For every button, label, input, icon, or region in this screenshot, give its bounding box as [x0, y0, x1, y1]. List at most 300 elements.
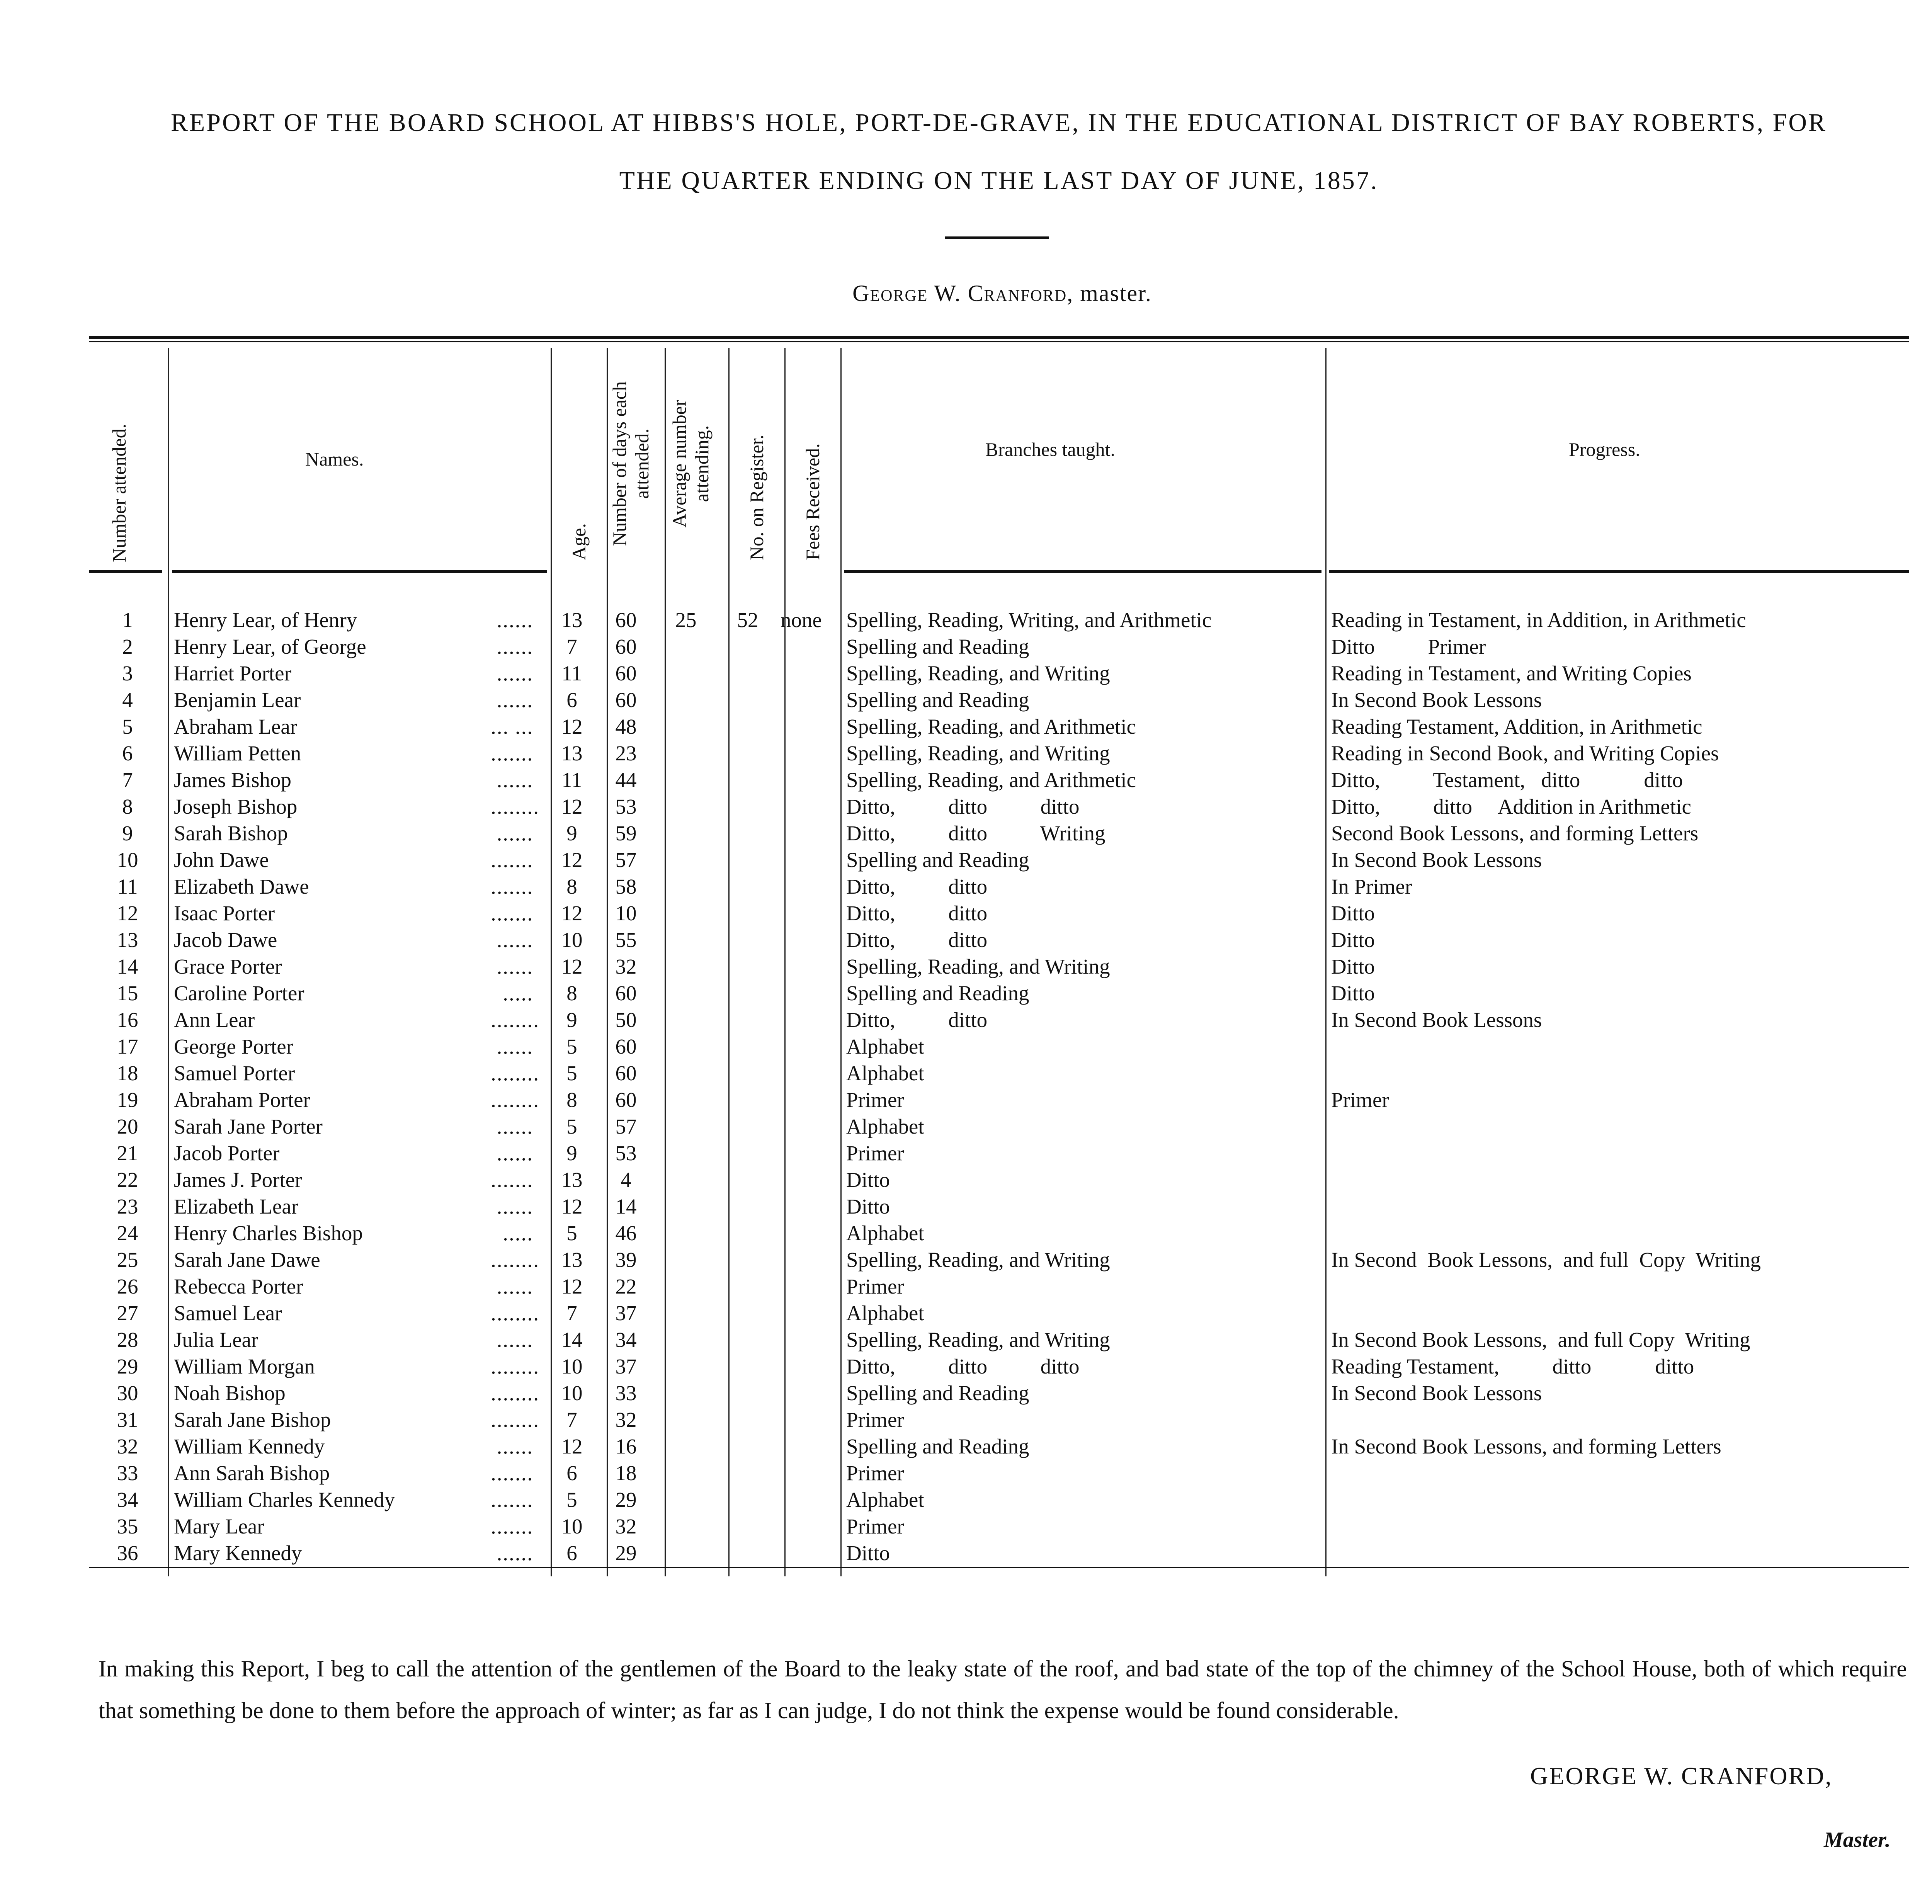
cell-days: 60	[615, 608, 637, 632]
table-row	[89, 1353, 1909, 1380]
cell-days: 60	[615, 981, 637, 1005]
cell-name: Abraham Lear	[174, 715, 298, 738]
cell-dots: ......	[497, 821, 533, 845]
cell-days: 59	[615, 821, 637, 845]
cell-num: 6	[122, 741, 133, 765]
header-rule	[172, 570, 547, 573]
cell-num: 21	[117, 1141, 138, 1165]
cell-num: 11	[117, 875, 138, 898]
cell-branch: Primer	[846, 1408, 904, 1431]
table-row	[89, 660, 1909, 687]
cell-days: 10	[615, 901, 637, 925]
cell-dots: ........	[491, 1381, 539, 1405]
cell-branch: Ditto, ditto ditto	[846, 795, 1080, 818]
cell-branch: Alphabet	[846, 1035, 924, 1058]
cell-age: 5	[566, 1115, 577, 1138]
cell-age: 10	[561, 1355, 583, 1378]
cell-branch: Spelling, Reading, and Writing	[846, 1248, 1110, 1272]
cell-num: 7	[122, 768, 133, 792]
report-title-line2: THE QUARTER ENDING ON THE LAST DAY OF JUNE, 1857.	[619, 167, 1379, 195]
cell-days: 60	[615, 1035, 637, 1058]
cell-progress: Ditto Primer	[1331, 635, 1486, 658]
cell-dots: ......	[497, 661, 533, 685]
cell-branch: Spelling and Reading	[846, 688, 1029, 712]
cell-dots: ......	[497, 1195, 533, 1218]
header-days-attended	[609, 367, 653, 560]
cell-days: 58	[615, 875, 637, 898]
cell-age: 7	[566, 1301, 577, 1325]
cell-dots: ........	[491, 1248, 539, 1272]
table-row	[89, 1006, 1909, 1033]
cell-age: 10	[561, 1381, 583, 1405]
header-rule	[844, 570, 1321, 573]
header-names: Names.	[305, 448, 364, 470]
cell-num: 24	[117, 1221, 138, 1245]
cell-dots: ......	[497, 608, 533, 632]
cell-num: 26	[117, 1275, 138, 1298]
cell-name: Caroline Porter	[174, 981, 304, 1005]
cell-age: 9	[566, 1008, 577, 1032]
cell-num: 20	[117, 1115, 138, 1138]
cell-age: 12	[561, 1435, 583, 1458]
cell-dots: ........	[491, 1088, 539, 1112]
cell-num: 13	[117, 928, 138, 952]
cell-progress: In Second Book Lessons	[1331, 688, 1542, 712]
table-row	[89, 1486, 1909, 1513]
cell-num: 28	[117, 1328, 138, 1352]
cell-age: 9	[566, 1141, 577, 1165]
cell-branch: Spelling, Reading, and Writing	[846, 741, 1110, 765]
cell-dots: .......	[491, 1461, 534, 1485]
cell-dots: ........	[491, 1355, 539, 1378]
cell-age: 11	[561, 661, 582, 685]
table-row	[89, 1513, 1909, 1540]
cell-age: 8	[566, 981, 577, 1005]
cell-days: 33	[615, 1381, 637, 1405]
table-row	[89, 1033, 1909, 1060]
cell-num: 2	[122, 635, 133, 658]
master-line	[0, 280, 1932, 307]
cell-dots: ......	[497, 955, 533, 978]
table-row	[89, 926, 1909, 953]
cell-name: Grace Porter	[174, 955, 282, 978]
cell-num: 31	[117, 1408, 138, 1431]
cell-dots: ......	[497, 1541, 533, 1565]
cell-days: 48	[615, 715, 637, 738]
header-number-attended: Number attended.	[108, 423, 130, 562]
cell-num: 19	[117, 1088, 138, 1112]
cell-num: 18	[117, 1061, 138, 1085]
cell-age: 5	[566, 1221, 577, 1245]
cell-dots: ......	[497, 1115, 533, 1138]
cell-days: 14	[615, 1195, 637, 1218]
cell-age: 12	[561, 848, 583, 872]
cell-days: 60	[615, 635, 637, 658]
table-row	[89, 900, 1909, 926]
cell-dots: ......	[497, 1035, 533, 1058]
cell-age: 5	[566, 1061, 577, 1085]
cell-days: 32	[615, 1408, 637, 1431]
cell-name: Henry Lear, of Henry	[174, 608, 357, 632]
cell-progress: Ditto	[1331, 981, 1375, 1005]
cell-name: William Morgan	[174, 1355, 315, 1378]
cell-dots: ......	[497, 1141, 533, 1165]
cell-dots: .......	[491, 1168, 534, 1192]
cell-days: 57	[615, 1115, 637, 1138]
cell-age: 12	[561, 795, 583, 818]
cell-days: 57	[615, 848, 637, 872]
cell-branch: Alphabet	[846, 1221, 924, 1245]
cell-age: 13	[561, 1168, 583, 1192]
cell-num: 34	[117, 1488, 138, 1511]
cell-progress: Ditto	[1331, 928, 1375, 952]
cell-age: 12	[561, 1275, 583, 1298]
cell-name: Henry Lear, of George	[174, 635, 366, 658]
table-row	[89, 847, 1909, 873]
cell-name: Joseph Bishop	[174, 795, 298, 818]
table-bottom-rule	[89, 1567, 1909, 1568]
cell-age: 13	[561, 741, 583, 765]
table-row	[89, 1166, 1909, 1193]
cell-branch: Ditto, ditto	[846, 1008, 988, 1032]
table-row	[89, 980, 1909, 1006]
cell-age: 6	[566, 1461, 577, 1485]
cell-dots: .....	[503, 981, 533, 1005]
cell-name: Mary Lear	[174, 1515, 264, 1538]
cell-dots: .......	[491, 741, 534, 765]
table-row	[89, 793, 1909, 820]
cell-branch: Alphabet	[846, 1301, 924, 1325]
cell-name: Henry Charles Bishop	[174, 1221, 363, 1245]
cell-name: William Charles Kennedy	[174, 1488, 395, 1511]
cell-age: 10	[561, 928, 583, 952]
cell-name: Jacob Dawe	[174, 928, 277, 952]
cell-num: 10	[117, 848, 138, 872]
cell-age: 13	[561, 1248, 583, 1272]
table-row	[89, 1140, 1909, 1166]
table-row	[89, 1220, 1909, 1246]
cell-days: 60	[615, 1061, 637, 1085]
cell-dots: ... ...	[491, 715, 534, 738]
cell-branch: Primer	[846, 1275, 904, 1298]
cell-progress: In Second Book Lessons, and forming Letters	[1331, 1435, 1721, 1458]
cell-branch: Ditto	[846, 1195, 890, 1218]
cell-progress: Second Book Lessons, and forming Letters	[1331, 821, 1699, 845]
cell-num: 36	[117, 1541, 138, 1565]
cell-branch: Ditto	[846, 1168, 890, 1192]
cell-dots: ......	[497, 928, 533, 952]
master-name: George W. Cranford	[852, 280, 1067, 306]
cell-name: Sarah Jane Dawe	[174, 1248, 320, 1272]
cell-days: 32	[615, 955, 637, 978]
cell-progress: Reading Testament, Addition, in Arithmetic	[1331, 715, 1702, 738]
table-row	[89, 1380, 1909, 1406]
cell-num: 16	[117, 1008, 138, 1032]
cell-days: 16	[615, 1435, 637, 1458]
cell-dots: ......	[497, 1435, 533, 1458]
cell-progress: Reading in Second Book, and Writing Copies	[1331, 741, 1719, 765]
cell-days: 53	[615, 1141, 637, 1165]
cell-days: 22	[615, 1275, 637, 1298]
cell-avg: 25	[675, 608, 697, 632]
cell-days: 55	[615, 928, 637, 952]
header-age: Age.	[568, 523, 590, 560]
cell-branch: Spelling, Reading, and Arithmetic	[846, 768, 1136, 792]
cell-name: George Porter	[174, 1035, 294, 1058]
cell-progress: Ditto, ditto Addition in Arithmetic	[1331, 795, 1691, 818]
cell-num: 25	[117, 1248, 138, 1272]
cell-branch: Ditto, ditto	[846, 901, 988, 925]
cell-dots: ......	[497, 768, 533, 792]
cell-branch: Primer	[846, 1515, 904, 1538]
cell-days: 44	[615, 768, 637, 792]
cell-num: 9	[122, 821, 133, 845]
cell-age: 7	[566, 635, 577, 658]
cell-dots: .......	[491, 875, 534, 898]
cell-progress: In Second Book Lessons	[1331, 1008, 1542, 1032]
cell-dots: .......	[491, 848, 534, 872]
cell-num: 27	[117, 1301, 138, 1325]
header-branches-taught: Branches taught.	[985, 439, 1116, 460]
cell-name: Rebecca Porter	[174, 1275, 303, 1298]
cell-progress: Ditto, Testament, ditto ditto	[1331, 768, 1683, 792]
table-top-rule	[89, 336, 1909, 342]
cell-dots: .....	[503, 1221, 533, 1245]
cell-branch: Ditto, ditto	[846, 875, 988, 898]
master-suffix: , master.	[1067, 280, 1152, 306]
cell-num: 22	[117, 1168, 138, 1192]
table-row	[89, 1086, 1909, 1113]
cell-age: 12	[561, 1195, 583, 1218]
header-rule	[89, 570, 162, 573]
cell-name: Jacob Porter	[174, 1141, 280, 1165]
table-row	[89, 1246, 1909, 1273]
cell-name: Sarah Jane Porter	[174, 1115, 323, 1138]
table-row	[89, 1060, 1909, 1086]
cell-num: 15	[117, 981, 138, 1005]
cell-age: 9	[566, 821, 577, 845]
table-row	[89, 1406, 1909, 1433]
cell-days: 60	[615, 661, 637, 685]
cell-name: William Kennedy	[174, 1435, 325, 1458]
cell-name: Elizabeth Dawe	[174, 875, 309, 898]
cell-dots: ........	[491, 1061, 539, 1085]
header-rule	[1329, 570, 1909, 573]
cell-age: 6	[566, 1541, 577, 1565]
table-row	[89, 1113, 1909, 1140]
cell-name: Abraham Porter	[174, 1088, 310, 1112]
table-row	[89, 1326, 1909, 1353]
header-average-attending-text: Average number attending.	[668, 400, 713, 528]
signature: GEORGE W. CRANFORD,	[1530, 1762, 1833, 1790]
cell-num: 35	[117, 1515, 138, 1538]
cell-days: 60	[615, 1088, 637, 1112]
cell-days: 18	[615, 1461, 637, 1485]
cell-days: 29	[615, 1541, 637, 1565]
cell-branch: Spelling, Reading, and Writing	[846, 1328, 1110, 1352]
cell-age: 8	[566, 1088, 577, 1112]
cell-dots: ........	[491, 795, 539, 818]
cell-days: 39	[615, 1248, 637, 1272]
cell-branch: Primer	[846, 1461, 904, 1485]
cell-name: Mary Kennedy	[174, 1541, 302, 1565]
cell-branch: Spelling, Reading, and Writing	[846, 661, 1110, 685]
cell-progress: Reading in Testament, and Writing Copies	[1331, 661, 1692, 685]
cell-num: 23	[117, 1195, 138, 1218]
table-row	[89, 687, 1909, 713]
cell-days: 37	[615, 1355, 637, 1378]
cell-num: 8	[122, 795, 133, 818]
cell-progress: Reading Testament, ditto ditto	[1331, 1355, 1694, 1378]
cell-dots: .......	[491, 901, 534, 925]
cell-name: Benjamin Lear	[174, 688, 301, 712]
cell-num: 17	[117, 1035, 138, 1058]
cell-progress: In Primer	[1331, 875, 1412, 898]
cell-days: 4	[621, 1168, 631, 1192]
cell-age: 7	[566, 1408, 577, 1431]
cell-name: Julia Lear	[174, 1328, 259, 1352]
report-note: In making this Report, I beg to call the attention of the gentlemen of the Board to the leaky state of the roof, and bad state of the top of the chimney of the School House, both of which require that something be done to them before the approach of winter; as far as I can judge, I do not think the expense would be found considerable.	[99, 1656, 1907, 1723]
table-row	[89, 820, 1909, 847]
cell-branch: Spelling and Reading	[846, 635, 1029, 658]
cell-days: 60	[615, 688, 637, 712]
cell-age: 12	[561, 901, 583, 925]
cell-days: 53	[615, 795, 637, 818]
cell-name: Noah Bishop	[174, 1381, 286, 1405]
cell-age: 14	[561, 1328, 583, 1352]
cell-branch: Primer	[846, 1088, 904, 1112]
cell-branch: Spelling, Reading, and Arithmetic	[846, 715, 1136, 738]
cell-name: James Bishop	[174, 768, 292, 792]
cell-num: 14	[117, 955, 138, 978]
cell-branch: Spelling and Reading	[846, 1435, 1029, 1458]
cell-name: Isaac Porter	[174, 901, 275, 925]
cell-branch: Spelling and Reading	[846, 1381, 1029, 1405]
cell-branch: Spelling, Reading, and Writing	[846, 955, 1110, 978]
cell-dots: .......	[491, 1488, 534, 1511]
cell-days: 46	[615, 1221, 637, 1245]
header-no-on-register: No. on Register.	[746, 435, 767, 560]
table-row	[89, 1193, 1909, 1220]
cell-dots: ........	[491, 1301, 539, 1325]
cell-age: 13	[561, 608, 583, 632]
cell-branch: Primer	[846, 1141, 904, 1165]
cell-dots: .......	[491, 1515, 534, 1538]
cell-branch: Spelling, Reading, Writing, and Arithmetic	[846, 608, 1212, 632]
cell-name: Sarah Jane Bishop	[174, 1408, 331, 1431]
cell-num: 3	[122, 661, 133, 685]
cell-branch: Spelling and Reading	[846, 848, 1029, 872]
cell-progress: Reading in Testament, in Addition, in Arithmetic	[1331, 608, 1746, 632]
cell-days: 37	[615, 1301, 637, 1325]
cell-dots: ........	[491, 1408, 539, 1431]
cell-name: Elizabeth Lear	[174, 1195, 299, 1218]
cell-num: 1	[122, 608, 133, 632]
table-row	[89, 740, 1909, 767]
cell-name: Harriet Porter	[174, 661, 291, 685]
table-row	[89, 1460, 1909, 1486]
cell-age: 10	[561, 1515, 583, 1538]
cell-age: 6	[566, 688, 577, 712]
cell-dots: ........	[491, 1008, 539, 1032]
cell-progress: In Second Book Lessons, and full Copy Writing	[1331, 1248, 1761, 1272]
cell-progress: In Second Book Lessons	[1331, 1381, 1542, 1405]
cell-branch: Ditto, ditto	[846, 928, 988, 952]
header-fees-received: Fees Received.	[802, 443, 823, 560]
cell-name: Ann Sarah Bishop	[174, 1461, 330, 1485]
cell-branch: Spelling and Reading	[846, 981, 1029, 1005]
cell-branch: Ditto, ditto ditto	[846, 1355, 1080, 1378]
cell-branch: Alphabet	[846, 1115, 924, 1138]
cell-days: 29	[615, 1488, 637, 1511]
table-row	[89, 1540, 1909, 1566]
signature-title: Master.	[1824, 1828, 1891, 1852]
cell-num: 30	[117, 1381, 138, 1405]
cell-num: 29	[117, 1355, 138, 1378]
table-row	[89, 953, 1909, 980]
cell-num: 5	[122, 715, 133, 738]
header-progress: Progress.	[1569, 439, 1640, 460]
cell-branch: Alphabet	[846, 1488, 924, 1511]
cell-branch: Ditto, ditto Writing	[846, 821, 1105, 845]
header-days-attended-text: Number of days each attended.	[609, 381, 653, 546]
table-row	[89, 1273, 1909, 1300]
cell-days: 50	[615, 1008, 637, 1032]
cell-days: 34	[615, 1328, 637, 1352]
table-row	[89, 767, 1909, 793]
cell-branch: Ditto	[846, 1541, 890, 1565]
cell-num: 32	[117, 1435, 138, 1458]
cell-reg: 52	[737, 608, 759, 632]
cell-progress: Primer	[1331, 1088, 1389, 1112]
header-average-attending	[668, 367, 713, 560]
cell-name: James J. Porter	[174, 1168, 302, 1192]
table-row	[89, 873, 1909, 900]
cell-age: 12	[561, 955, 583, 978]
cell-progress: Ditto	[1331, 901, 1375, 925]
cell-num: 33	[117, 1461, 138, 1485]
cell-name: William Petten	[174, 741, 301, 765]
cell-dots: ......	[497, 635, 533, 658]
cell-name: Sarah Bishop	[174, 821, 288, 845]
cell-num: 4	[122, 688, 133, 712]
cell-age: 8	[566, 875, 577, 898]
cell-name: Ann Lear	[174, 1008, 255, 1032]
cell-age: 5	[566, 1488, 577, 1511]
cell-dots: ......	[497, 1328, 533, 1352]
cell-dots: ......	[497, 688, 533, 712]
table-row	[89, 633, 1909, 660]
table-row	[89, 1300, 1909, 1326]
cell-age: 11	[561, 768, 582, 792]
cell-days: 23	[615, 741, 637, 765]
cell-progress: In Second Book Lessons, and full Copy Writing	[1331, 1328, 1750, 1352]
title-divider	[945, 236, 1049, 239]
cell-dots: ......	[497, 1275, 533, 1298]
cell-age: 5	[566, 1035, 577, 1058]
report-title-line1: REPORT OF THE BOARD SCHOOL AT HIBBS'S HOLE, PORT-DE-GRAVE, IN THE EDUCATIONAL DISTRICT OF BAY ROBERTS, FOR	[170, 109, 1827, 137]
table-row	[89, 713, 1909, 740]
cell-progress: In Second Book Lessons	[1331, 848, 1542, 872]
cell-name: John Dawe	[174, 848, 269, 872]
cell-days: 32	[615, 1515, 637, 1538]
table-row	[89, 607, 1909, 633]
table-row	[89, 1433, 1909, 1460]
cell-age: 12	[561, 715, 583, 738]
cell-fees: none	[781, 608, 822, 632]
cell-name: Samuel Porter	[174, 1061, 295, 1085]
cell-branch: Alphabet	[846, 1061, 924, 1085]
